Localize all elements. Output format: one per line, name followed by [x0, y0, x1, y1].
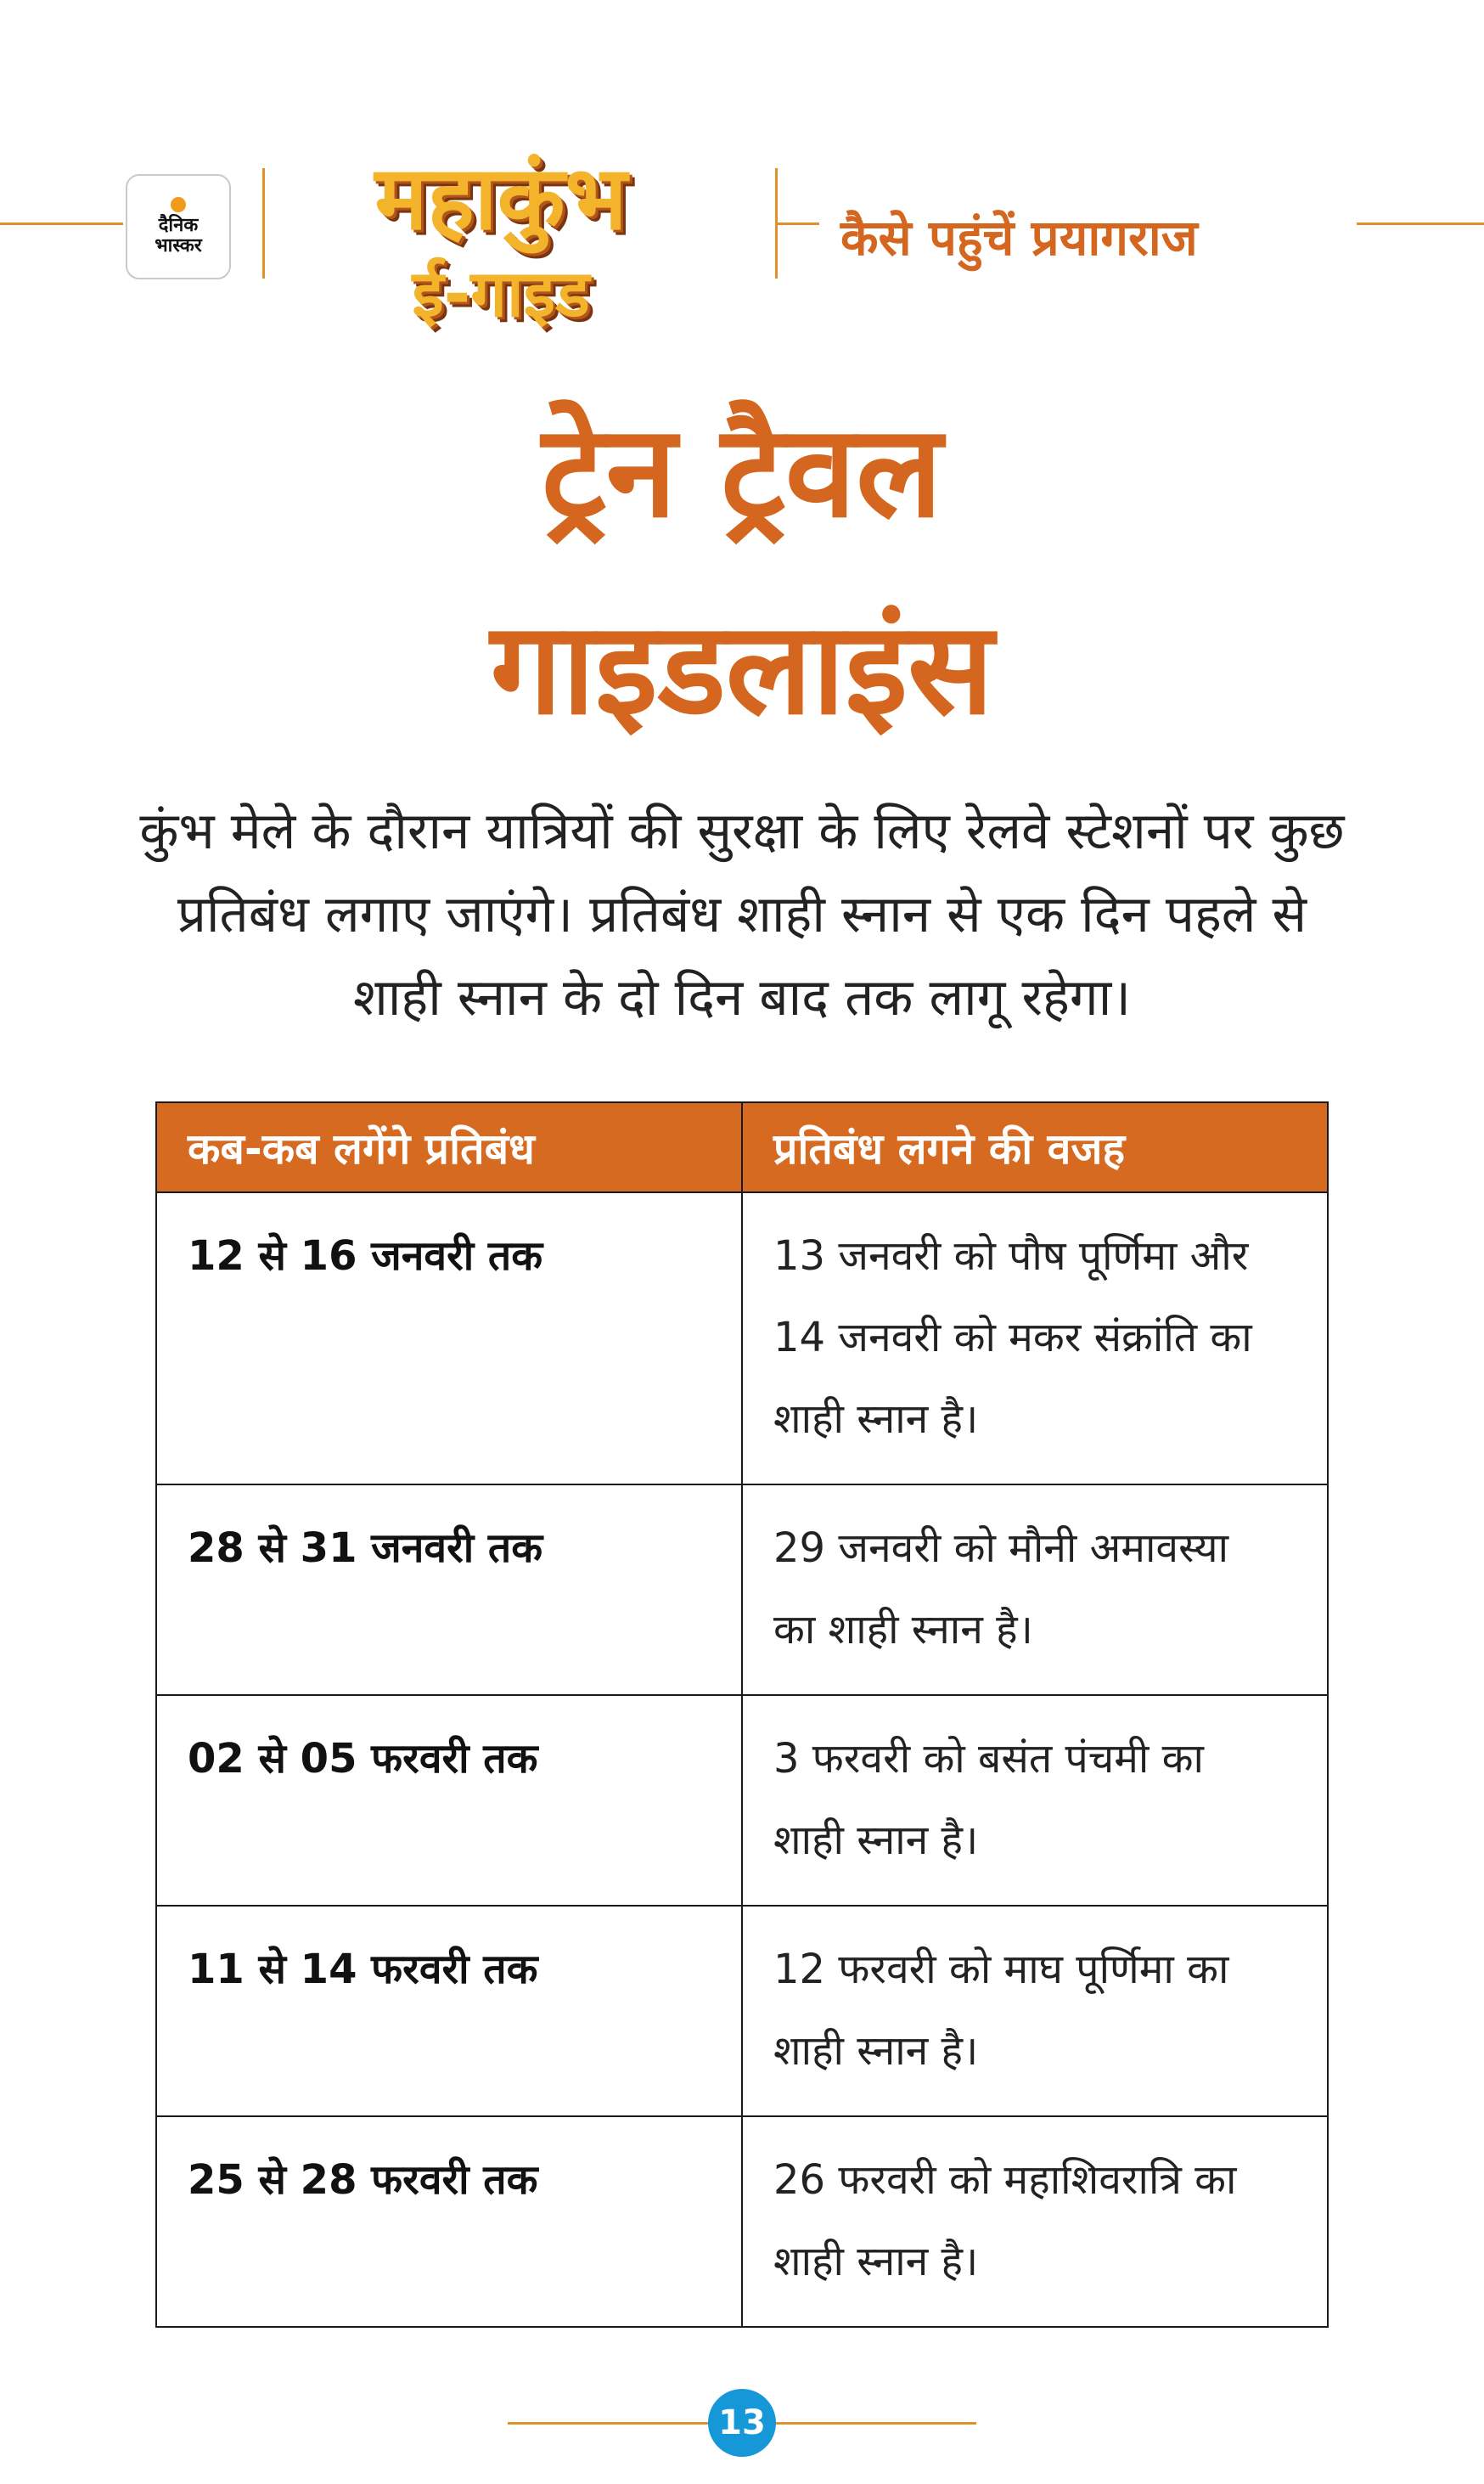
brand-line2: ई-गाइड: [412, 256, 590, 331]
row-when: 12 से 16 जनवरी तक: [156, 1192, 742, 1484]
row-why: [742, 1906, 1328, 2116]
restrictions-table: [155, 1101, 1329, 2328]
section-label: कैसे पहुंचें प्रयागराज: [840, 209, 1198, 267]
page-title-line2: गाइडलाइंस: [490, 595, 994, 743]
row-when: 11 से 14 फरवरी तक: [156, 1906, 742, 2116]
dainik-bhaskar-logo: [126, 174, 231, 279]
page-title-line1: ट्रेन ट्रैवल: [542, 398, 942, 546]
row-why-line: शाही स्नान है।: [773, 2238, 979, 2285]
row-why-line: शाही स्नान है।: [773, 2027, 979, 2075]
page-title: [0, 374, 1484, 768]
intro-line1: कुंभ मेले के दौरान यात्रियों की सुरक्षा के लिए रेलवे स्टेशनों पर कुछ: [139, 802, 1345, 861]
row-why-line: 13 जनवरी को पौष पूर्णिमा और: [773, 1232, 1249, 1280]
header-rule-left: [0, 222, 123, 225]
table-row: [156, 2116, 1328, 2327]
row-why-line: शाही स्नान है।: [773, 1395, 979, 1443]
row-why-line: 14 जनवरी को मकर संक्रांति का: [773, 1314, 1252, 1361]
table-row: [156, 1906, 1328, 2116]
sun-dot-icon: [171, 197, 186, 212]
table-row: [156, 1484, 1328, 1695]
logo-text-line1: दैनिक: [158, 215, 199, 236]
mahakumbh-e-guide-brand: [280, 143, 722, 335]
intro-line2: प्रतिबंध लगाए जाएंगे। प्रतिबंध शाही स्नान से एक दिन पहले से: [177, 885, 1307, 944]
row-why-line: 29 जनवरी को मौनी अमावस्या: [773, 1524, 1229, 1572]
row-why-line: का शाही स्नान है।: [773, 1606, 1033, 1653]
row-when: 02 से 05 फरवरी तक: [156, 1695, 742, 1906]
table-header-row: [156, 1102, 1328, 1192]
row-why-line: 26 फरवरी को महाशिवरात्रि का: [773, 2156, 1237, 2204]
page-number-badge: 13: [708, 2389, 776, 2457]
row-when: 25 से 28 फरवरी तक: [156, 2116, 742, 2327]
footer-rule-left: [508, 2422, 711, 2425]
intro-line3: शाही स्नान के दो दिन बाद तक लागू रहेगा।: [353, 968, 1131, 1028]
row-why-line: 12 फरवरी को माघ पूर्णिमा का: [773, 1946, 1229, 1993]
table-row: [156, 1695, 1328, 1906]
row-when: 28 से 31 जनवरी तक: [156, 1484, 742, 1695]
header-divider-left: [262, 168, 265, 279]
brand-line1: महाकुंभ: [374, 146, 627, 250]
footer-rule-right: [773, 2422, 976, 2425]
row-why-line: शाही स्नान है।: [773, 1817, 979, 1864]
table-row: [156, 1192, 1328, 1484]
row-why-line: 3 फरवरी को बसंत पंचमी का: [773, 1735, 1204, 1783]
intro-paragraph: [110, 790, 1374, 1039]
header-why: प्रतिबंध लगने की वजह: [742, 1102, 1328, 1192]
row-why: [742, 1484, 1328, 1695]
logo-text-line2: भास्कर: [155, 235, 202, 256]
row-why: [742, 1695, 1328, 1906]
header-when: कब-कब लगेंगे प्रतिबंध: [156, 1102, 742, 1192]
header-rule-mid: [775, 222, 819, 225]
row-why: [742, 2116, 1328, 2327]
row-why: [742, 1192, 1328, 1484]
header-rule-right: [1357, 222, 1484, 225]
